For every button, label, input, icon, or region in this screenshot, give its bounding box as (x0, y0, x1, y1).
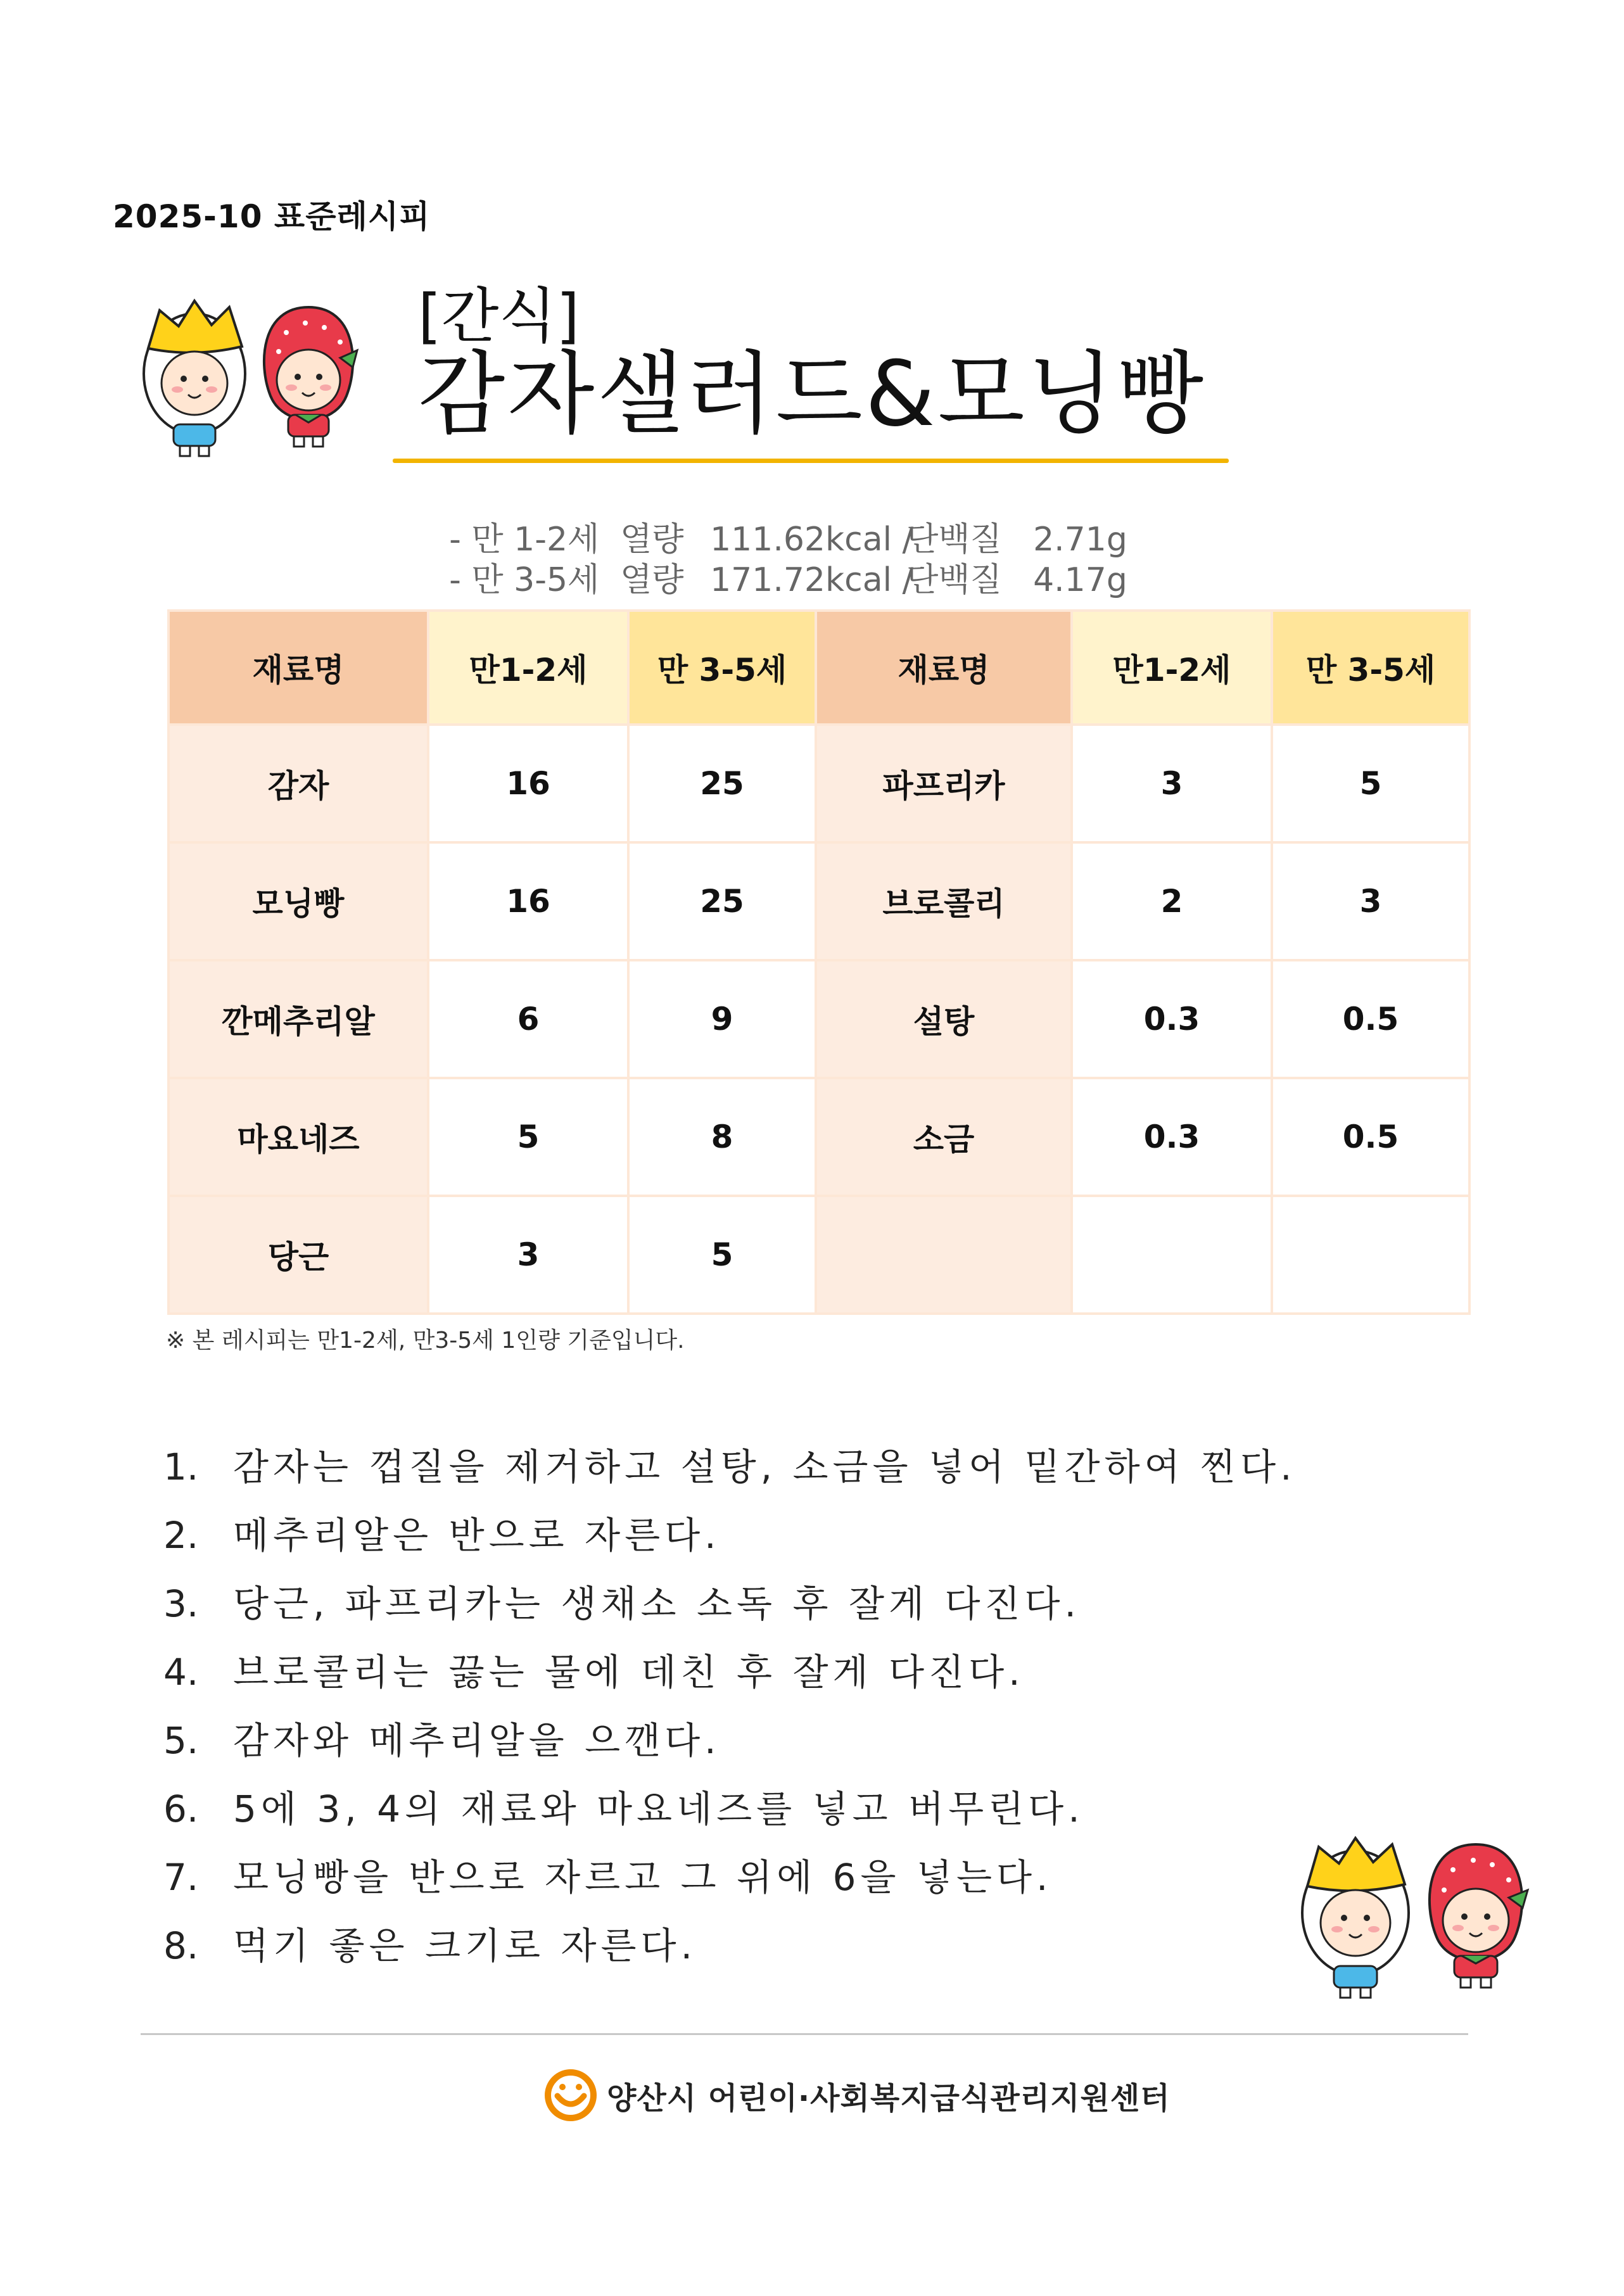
mascot-characters-bottom (1292, 1824, 1545, 2001)
mascot-characters-top (134, 288, 375, 459)
amount-cell (1272, 1196, 1469, 1314)
ingredient-name-cell: 당근 (168, 1196, 428, 1314)
ingredient-name-cell: 설탕 (816, 960, 1072, 1078)
table-row (168, 960, 1469, 1078)
ingredient-name-cell: 파프리카 (816, 725, 1072, 842)
amount-cell: 16 (428, 842, 628, 960)
amount-cell: 25 (628, 842, 816, 960)
header-cell: 만 3-5세 (628, 611, 816, 725)
amount-cell: 3 (428, 1196, 628, 1314)
organization-name: 양산시 어린이·사회복지급식관리지원센터 (607, 2080, 1170, 2116)
table-row (168, 1196, 1469, 1314)
amount-cell: 0.5 (1272, 1078, 1469, 1196)
amount-cell: 3 (1272, 842, 1469, 960)
amount-cell: 8 (628, 1078, 816, 1196)
step-item: 7. 모닝빵을 반으로 자르고 그 위에 6을 넣는다. (163, 1856, 1053, 1899)
step-item: 8. 먹기 좋은 크기로 자른다. (163, 1924, 697, 1967)
header-cell: 재료명 (816, 611, 1072, 725)
amount-cell: 16 (428, 725, 628, 842)
step-item: 5. 감자와 메추리알을 으깬다. (163, 1719, 721, 1762)
amount-cell: 3 (1072, 725, 1272, 842)
serving-note: ※ 본 레시피는 만1-2세, 만3-5세 1인량 기준입니다. (166, 1328, 685, 1354)
document-label: 2025-10 표준레시피 (113, 198, 431, 235)
header-cell: 만 3-5세 (1272, 611, 1469, 725)
amount-cell: 5 (628, 1196, 816, 1314)
amount-cell: 5 (428, 1078, 628, 1196)
footer (543, 2064, 1170, 2127)
nutrition-line-1-2: - 만 1-2세 열량 111.62kcal /단백질 2.71g (449, 521, 1127, 559)
step-item: 6. 5에 3, 4의 재료와 마요네즈를 넣고 버무린다. (163, 1787, 1084, 1830)
ingredient-name-cell: 감자 (168, 725, 428, 842)
amount-cell (1072, 1196, 1272, 1314)
egg-mascot-icon (1302, 1838, 1409, 1998)
amount-cell: 5 (1272, 725, 1469, 842)
recipe-title: 감자샐러드&모닝빵 (418, 342, 1207, 447)
ingredient-name-cell: 마요네즈 (168, 1078, 428, 1196)
table-header-row (168, 611, 1469, 725)
amount-cell: 0.3 (1072, 1078, 1272, 1196)
nutrition-line-3-5: - 만 3-5세 열량 171.72kcal /단백질 4.17g (449, 561, 1127, 599)
step-item: 1. 감자는 껍질을 제거하고 설탕, 소금을 넣어 밑간하여 찐다. (163, 1445, 1297, 1488)
amount-cell: 9 (628, 960, 816, 1078)
amount-cell: 2 (1072, 842, 1272, 960)
header-cell: 재료명 (168, 611, 428, 725)
recipe-steps (163, 1433, 1297, 1980)
strawberry-mascot-icon (1430, 1844, 1528, 1988)
recipe-category: [간식] (418, 282, 580, 351)
amount-cell: 6 (428, 960, 628, 1078)
egg-mascot-icon (144, 301, 245, 456)
ingredient-table (167, 609, 1471, 1315)
step-item: 3. 당근, 파프리카는 생채소 소독 후 잘게 다진다. (163, 1582, 1081, 1625)
ingredient-name-cell: 깐메추리알 (168, 960, 428, 1078)
step-item: 4. 브로콜리는 끓는 물에 데친 후 잘게 다진다. (163, 1651, 1025, 1694)
amount-cell: 25 (628, 725, 816, 842)
table-row (168, 1078, 1469, 1196)
header-cell: 만1-2세 (1072, 611, 1272, 725)
ingredient-name-cell: 소금 (816, 1078, 1072, 1196)
ingredient-name-cell (816, 1196, 1072, 1314)
step-item: 2. 메추리알은 반으로 자른다. (163, 1514, 721, 1557)
ingredient-name-cell: 브로콜리 (816, 842, 1072, 960)
title-underline (393, 459, 1229, 463)
table-row (168, 842, 1469, 960)
footer-divider (141, 2033, 1468, 2035)
ingredient-name-cell: 모닝빵 (168, 842, 428, 960)
table-row (168, 725, 1469, 842)
strawberry-mascot-icon (264, 307, 357, 447)
amount-cell: 0.3 (1072, 960, 1272, 1078)
smile-logo-icon (543, 2068, 598, 2122)
amount-cell: 0.5 (1272, 960, 1469, 1078)
header-cell: 만1-2세 (428, 611, 628, 725)
